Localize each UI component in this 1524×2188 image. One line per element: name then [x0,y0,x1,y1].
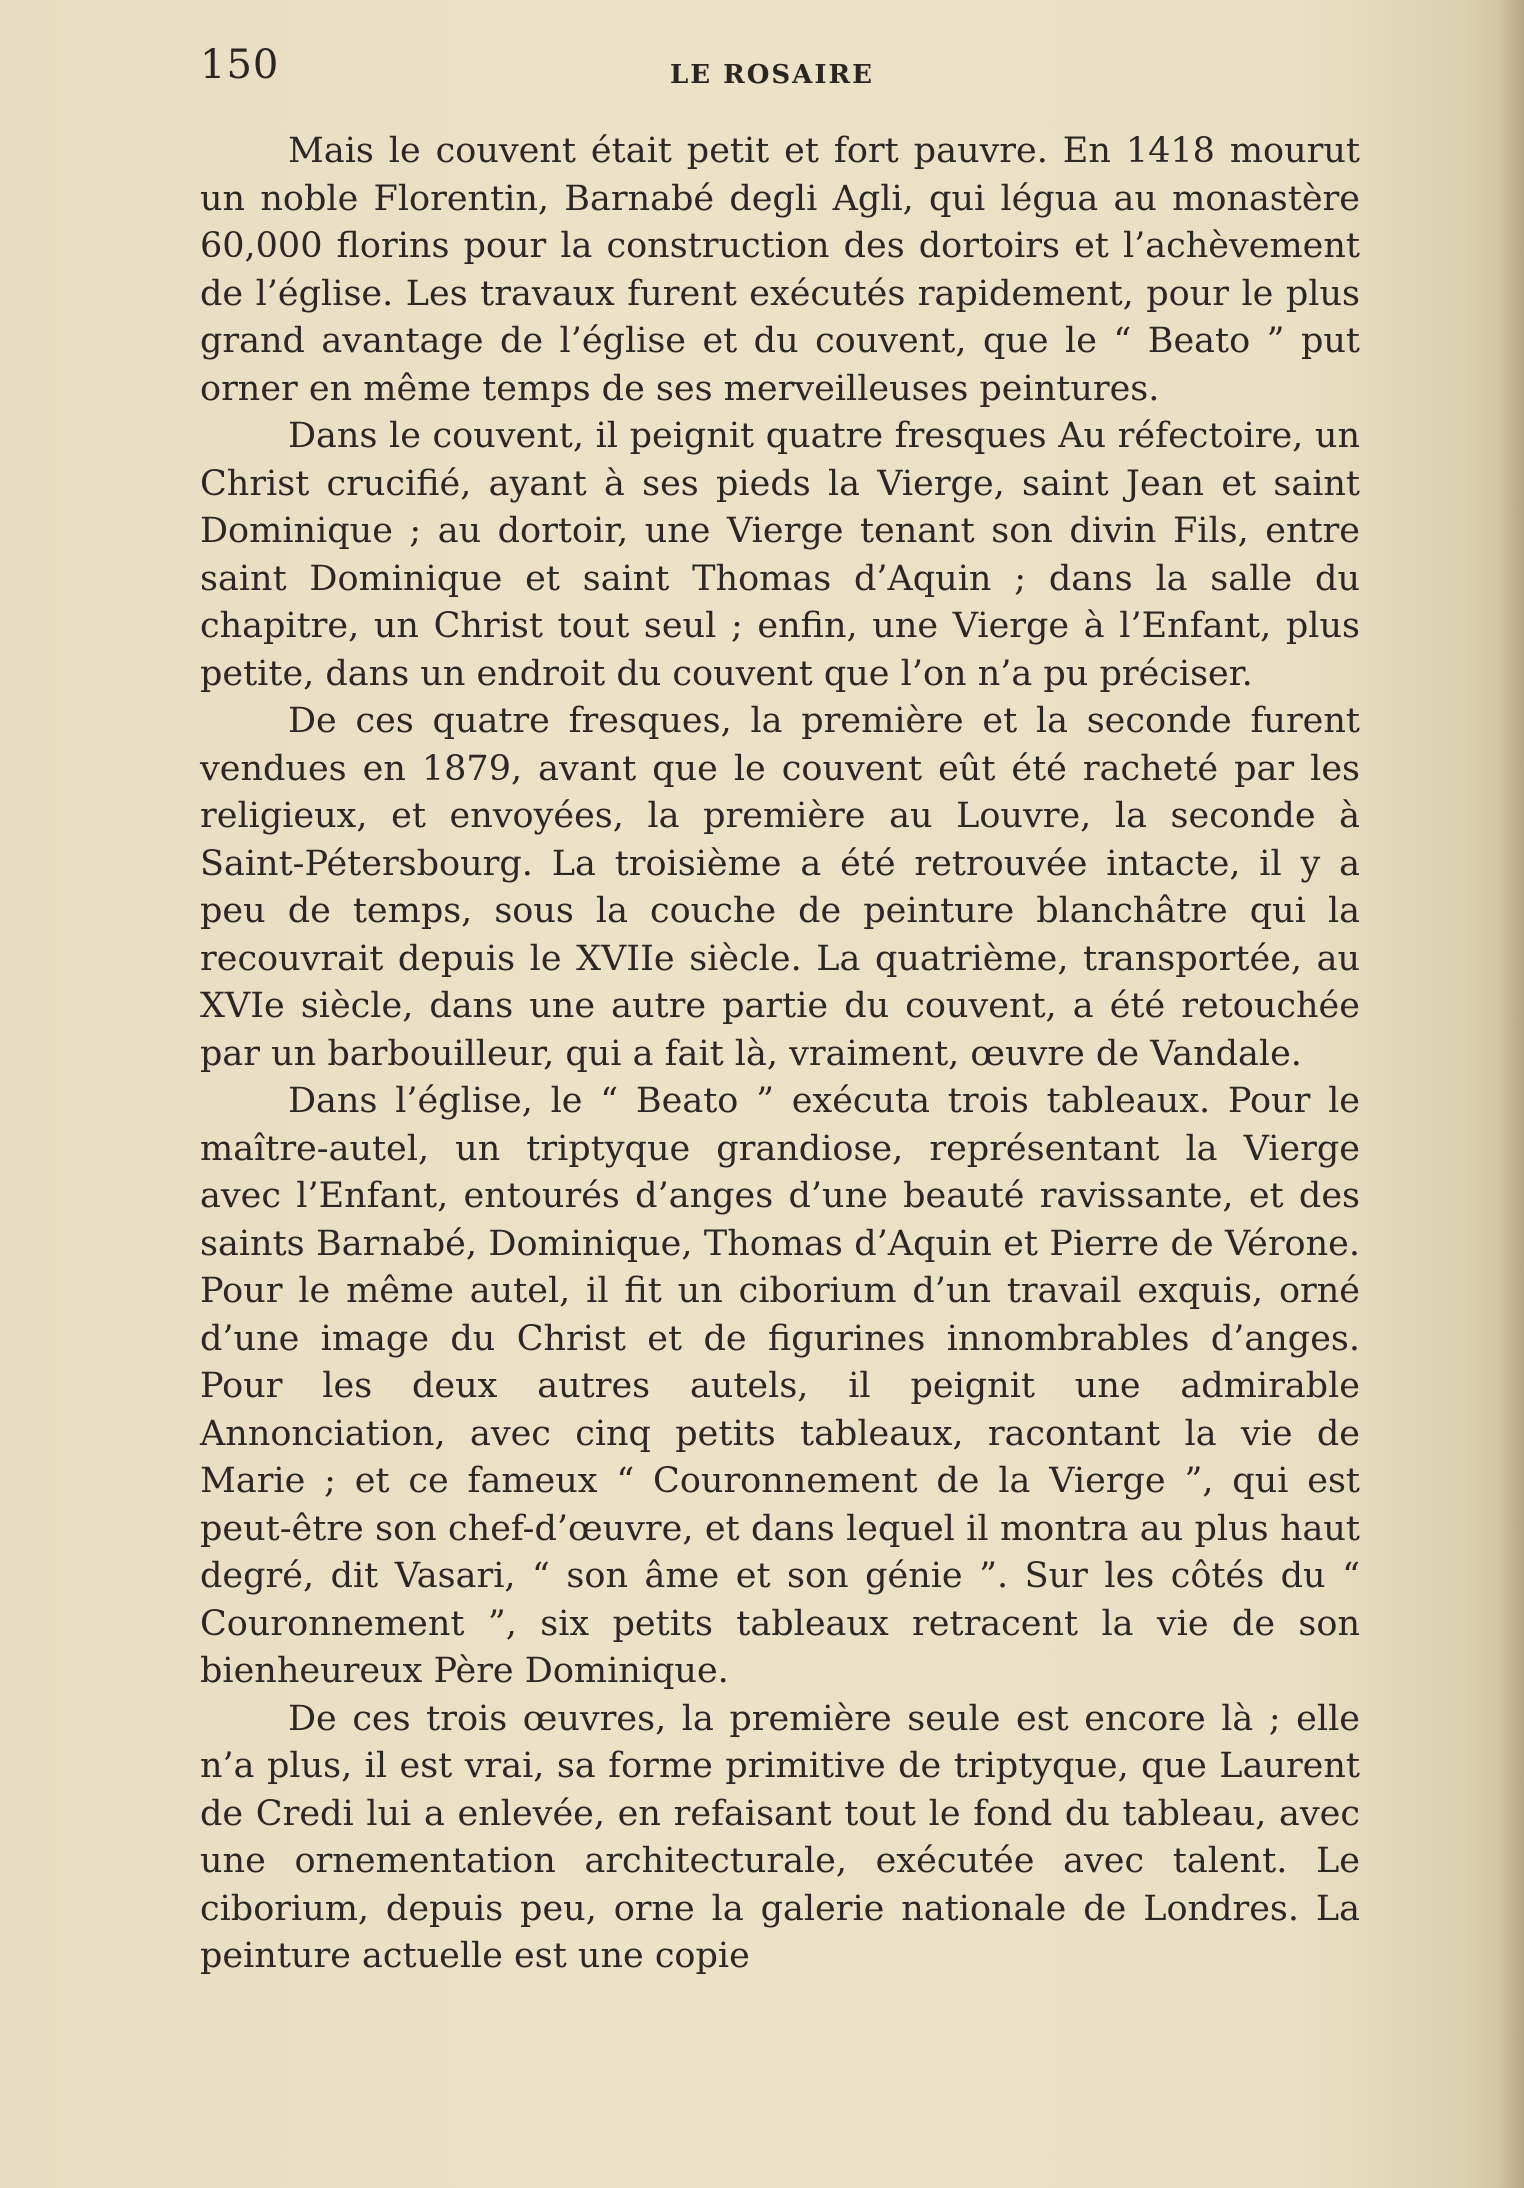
page-header [200,42,1360,102]
paragraph-2: Dans le couvent, il peignit quatre fresques Au réfectoire, un Christ crucifié, ayant à ses pieds la Vierge, saint Jean et saint Dominique ; au dortoir, une Vierge tenant son divin Fils, entre saint Dominique et saint Thomas d’Aquin ; dans la salle du chapitre, un Christ tout seul ; enfin, une Vierge à l’Enfant, plus petite, dans un endroit du couvent que l’on n’a pu préciser. [200,416,1360,694]
paragraph-3: De ces quatre fresques, la première et la seconde furent vendues en 1879, avant que le couvent eût été racheté par les religieux, et envoyées, la première au Louvre, la seconde à Saint-Pétersbourg. La troisième a été retrouvée intacte, il y a peu de temps, sous la couche de peinture blanchâtre qui la recouvrait depuis le XVIIe siècle. La quatrième, transportée, au XVIe siècle, dans une autre partie du couvent, a été retouchée par un barbouilleur, qui a fait là, vraiment, œuvre de Vandale. [200,701,1360,1074]
page-edge-shadow [1498,0,1524,2188]
page-number: 150 [200,42,280,88]
paragraph-4: Dans l’église, le “ Beato ” exécuta trois tableaux. Pour le maître-autel, un triptyque grandiose, représentant la Vierge avec l’Enfant, entourés d’anges d’une beauté ravissante, et des saints Barnabé, Dominique, Thomas d’Aquin et Pierre de Vérone. Pour le même autel, il fit un ciborium d’un travail exquis, orné d’une image du Christ et de figurines innombrables d’anges. Pour les deux autres autels, il peignit une admirable Annonciation, avec cinq petits tableaux, racontant la vie de Marie ; et ce fameux “ Couronnement de la Vierge ”, qui est peut-être son chef-d’œuvre, et dans lequel il montra au plus haut degré, dit Vasari, “ son âme et son génie ”. Sur les côtés du “ Couronnement ”, six petits tableaux retracent la vie de son bienheureux Père Dominique. [200,1081,1360,1691]
paragraph-5: De ces trois œuvres, la première seule est encore là ; elle n’a plus, il est vrai, sa forme primitive de triptyque, que Laurent de Credi lui a enlevée, en refaisant tout le fond du tableau, avec une ornementation architecturale, exécutée avec talent. Le ciborium, depuis peu, orne la galerie nationale de Londres. La peinture actuelle est une copie [200,1698,1360,1976]
paragraph-1: Mais le couvent était petit et fort pauvre. En 1418 mourut un noble Florentin, Barnabé degli Agli, qui légua au monastère 60,000 florins pour la construction des dortoirs et l’achèvement de l’église. Les travaux furent exécutés rapidement, pour le plus grand avantage de l’église et du couvent, que le “ Beato ” put orner en même temps de ses merveilleuses peintures. [200,131,1360,409]
running-title: LE ROSAIRE [670,60,874,90]
body-text [200,128,1360,1981]
